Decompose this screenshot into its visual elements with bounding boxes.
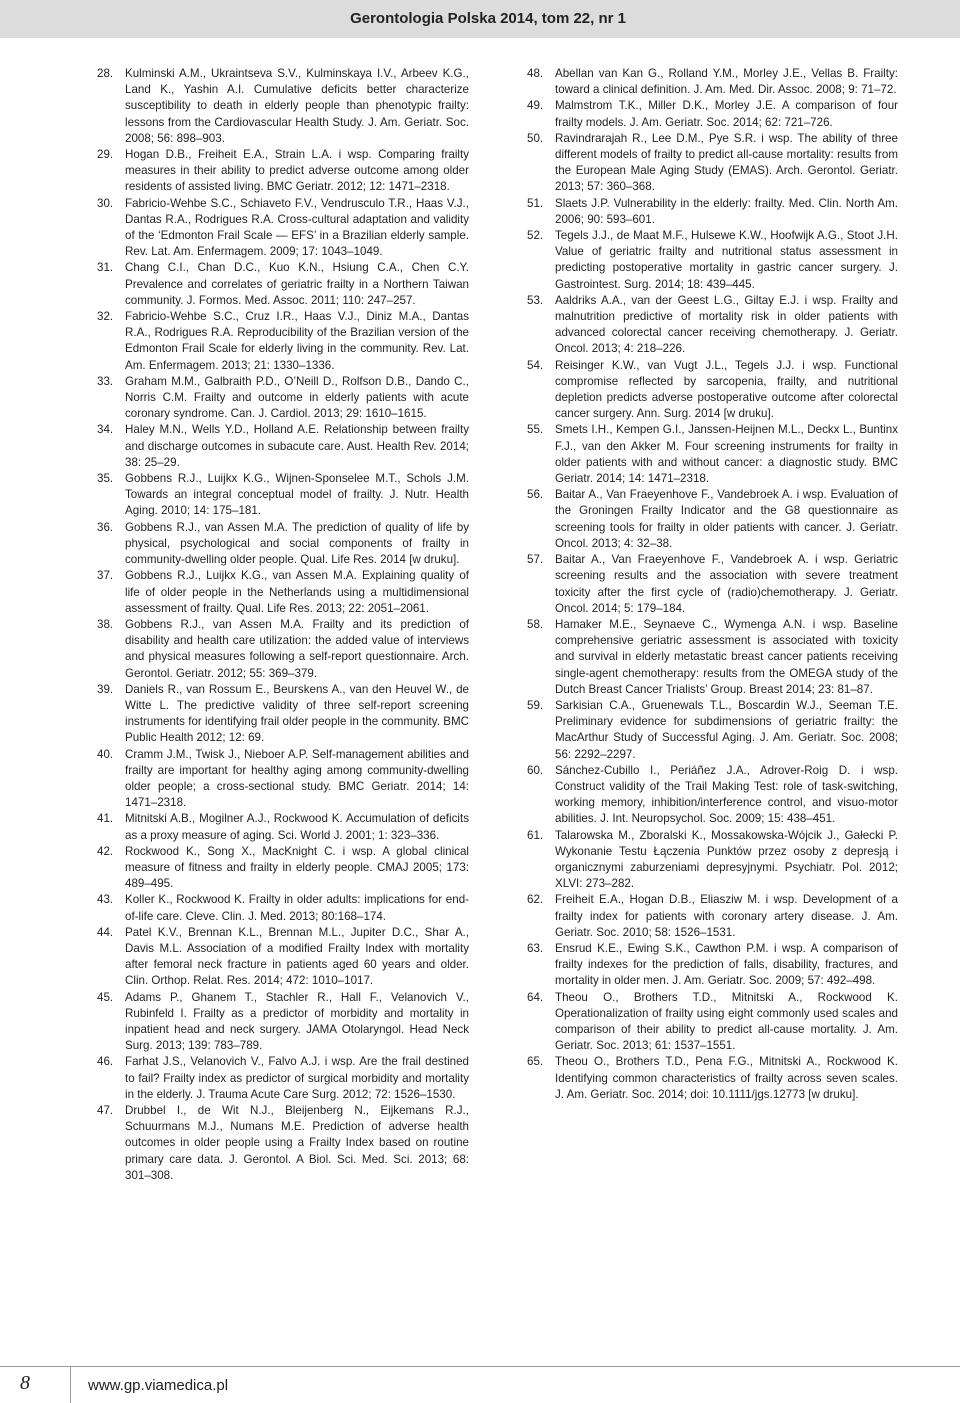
reference-number: 65.: [527, 1055, 544, 1069]
reference-text: Hamaker M.E., Seynaeve C., Wymenga A.N. i wsp. Baseline comprehensive geriatric assessment is associated with toxicity and survival in elderly metastatic breast cancer patients receiving single-agent chemotherapy: results from the OMEGA study of the Dutch Breast Cancer Trialists’ Group. Breast 2014; 23: 81–87.: [555, 617, 898, 696]
page-number: 8: [20, 1372, 30, 1394]
reference-number: 58.: [527, 617, 544, 631]
reference-item: [97, 260, 469, 309]
reference-text: Graham M.M., Galbraith P.D., O’Neill D., Rolfson D.B., Dando C., Norris C.M. Frailty and outcome in elderly patients with acute coronary syndrome. Can. J. Cardiol. 2013; 29: 1610–1615.: [125, 374, 469, 421]
reference-number: 33.: [97, 374, 114, 388]
reference-number: 61.: [527, 828, 544, 842]
reference-number: 39.: [97, 682, 114, 696]
reference-item: [97, 747, 469, 812]
reference-item: [527, 763, 898, 828]
reference-number: 57.: [527, 553, 544, 567]
reference-text: Sarkisian C.A., Gruenewals T.L., Boscardin W.J., Seeman T.E. Preliminary evidence for subdimensions of geriatric frailty: the MacArthur Study of Successful Aging. J. Am. Geriatr. Soc. 2008; 56: 2292–2297.: [555, 698, 898, 761]
reference-item: [527, 552, 898, 617]
reference-text: Gobbens R.J., Luijkx K.G., Wijnen-Sponselee M.T., Schols J.M. Towards an integral conceptual model of frailty. J. Nutr. Health Aging. 2010; 14: 175–181.: [125, 472, 469, 518]
reference-text: Adams P., Ghanem T., Stachler R., Hall F., Velanovich V., Rubinfeld I. Frailty as a predictor of morbidity and mortality in inpatient head and neck surgery. JAMA Otolaryngol. Head Neck Surg. 2013; 139: 783–789.: [125, 990, 469, 1053]
references-right-column: [527, 66, 898, 1103]
reference-text: Haley M.N., Wells Y.D., Holland A.E. Relationship between frailty and discharge outcomes in subacute care. Aust. Health Rev. 2014; 38: 25–29.: [125, 423, 469, 469]
reference-number: 44.: [97, 925, 114, 939]
reference-item: [527, 66, 898, 98]
reference-number: 31.: [97, 261, 114, 275]
reference-item: [527, 487, 898, 552]
reference-text: Fabricio-Wehbe S.C., Schiaveto F.V., Vendrusculo T.R., Haas V.J., Dantas R.A., Rodrigues R.A. Cross-cultural adaptation and validity of the ‘Edmonton Frail Scale — EFS’ in a Brazilian elderly sample. Rev. Lat. Am. Enfermagem. 2009; 17: 1043–1049.: [125, 196, 469, 259]
reference-text: Aaldriks A.A., van der Geest L.G., Giltay E.J. i wsp. Frailty and malnutrition predictive of mortality risk in older patients with advanced colorectal cancer receiving chemotherapy. J. Geriatr. Oncol. 2013; 4: 218–226.: [555, 293, 898, 356]
reference-item: [527, 941, 898, 990]
reference-item: [527, 358, 898, 423]
reference-text: Theou O., Brothers T.D., Mitnitski A., Rockwood K. Operationalization of frailty using eight commonly used scales and comparison of their ability to predict all-cause mortality. J. Am. Geriatr. Soc. 2013; 61: 1537–1551.: [555, 990, 898, 1053]
reference-item: [97, 682, 469, 747]
reference-text: Patel K.V., Brennan K.L., Brennan M.L., Jupiter D.C., Shar A., Davis M.L. Association of a modified Frailty Index with mortality after femoral neck fracture in patients aged 60 years and older. Clin. Orthop. Relat. Res. 2014; 472: 1010–1017.: [125, 925, 469, 988]
references-left-column: [97, 66, 469, 1184]
reference-number: 59.: [527, 698, 544, 712]
reference-text: Theou O., Brothers T.D., Pena F.G., Mitnitski A., Rockwood K. Identifying common characteristics of frailty across seven scales. J. Am. Geriatr. Soc. 2014; doi: 10.1111/jgs.12773 [w druku].: [555, 1055, 898, 1101]
reference-number: 55.: [527, 423, 544, 437]
reference-text: Farhat J.S., Velanovich V., Falvo A.J. i wsp. Are the frail destined to fail? Frailty index as predictor of surgical morbidity and mortality in the elderly. J. Trauma Acute Care Surg. 2012; 72: 1526–1530.: [125, 1055, 469, 1101]
reference-text: Baitar A., Van Fraeyenhove F., Vandebroek A. i wsp. Evaluation of the Groningen Frailty Indicator and the G8 questionnaire as screening tools for frailty in older patients with cancer. J. Geriatr. Oncol. 2013; 4: 32–38.: [555, 488, 898, 550]
reference-number: 37.: [97, 569, 114, 583]
reference-item: [97, 66, 469, 147]
reference-text: Kulminski A.M., Ukraintseva S.V., Kulminskaya I.V., Arbeev K.G., Land K., Yashin A.I. Cumulative deficits better characterize susceptibility to death in elderly people than phenotypic frailty: lessons from the Cardiovascular Health Study. J. Am. Geriatr. Soc. 2008; 56: 898–903.: [125, 67, 469, 145]
reference-number: 54.: [527, 358, 544, 372]
reference-item: [527, 990, 898, 1055]
page-number-box: [0, 1367, 71, 1403]
reference-text: Fabricio-Wehbe S.C., Cruz I.R., Haas V.J., Diniz M.A., Dantas R.A., Rodrigues R.A. Reproducibility of the Brazilian version of the Edmonton Frail Scale for elderly living in the community. Rev. Lat. Am. Enfermagem. 2013; 21: 1330–1336.: [125, 310, 469, 372]
reference-text: Hogan D.B., Freiheit E.A., Strain L.A. i wsp. Comparing frailty measures in their ability to predict adverse outcome among older residents of assisted living. BMC Geriatr. 2012; 12: 1471–2318.: [125, 148, 469, 194]
reference-number: 42.: [97, 844, 114, 858]
reference-item: [97, 617, 469, 682]
reference-item: [527, 698, 898, 763]
reference-item: [527, 892, 898, 941]
website-url[interactable]: www.gp.viamedica.pl: [88, 1377, 229, 1394]
reference-item: [97, 1103, 469, 1184]
reference-number: 40.: [97, 747, 114, 761]
reference-text: Reisinger K.W., van Vugt J.L., Tegels J.J. i wsp. Functional compromise reflected by sarcopenia, frailty, and nutritional depletion predicts adverse postoperative outcome after colorectal cancer surgery. Ann. Surg. 2014 [w druku].: [555, 358, 898, 421]
reference-number: 30.: [97, 196, 114, 210]
reference-number: 49.: [527, 99, 544, 113]
reference-item: [97, 309, 469, 374]
reference-text: Malmstrom T.K., Miller D.K., Morley J.E. A comparison of four frailty models. J. Am. Geriatr. Soc. 2014; 62: 721–726.: [555, 99, 898, 129]
reference-text: Chang C.I., Chan D.C., Kuo K.N., Hsiung C.A., Chen C.Y. Prevalence and correlates of geriatric frailty in a Northern Taiwan community. J. Formos. Med. Assoc. 2011; 110: 247–257.: [125, 261, 469, 307]
reference-item: [97, 422, 469, 471]
reference-item: [97, 520, 469, 569]
reference-number: 56.: [527, 488, 544, 502]
reference-item: [97, 892, 469, 924]
reference-number: 62.: [527, 893, 544, 907]
reference-text: Gobbens R.J., van Assen M.A. Frailty and its prediction of disability and health care utilization: the added value of interviews and physical measures following a self-report questionnaire. Arch. Gerontol. Geriatr. 2012; 55: 369–379.: [125, 617, 469, 680]
reference-text: Koller K., Rockwood K. Frailty in older adults: implications for end-of-life care. Cleve. Clin. J. Med. 2013; 80:168–174.: [125, 893, 469, 923]
reference-item: [97, 990, 469, 1055]
reference-item: [527, 617, 898, 698]
reference-item: [527, 131, 898, 196]
reference-text: Smets I.H., Kempen G.I., Janssen-Heijnen M.L., Deckx L., Buntinx F.J., van den Akker M. Four screening instruments for frailty in older patients with and without cancer: a diagnostic study. BMC Geriatr. 2014; 14: 1471–2318.: [555, 423, 898, 486]
reference-text: Talarowska M., Zboralski K., Mossakowska-Wójcik J., Gałecki P. Wykonanie Testu Łączenia Punktów przez osoby z depresją i organicznymi zaburzeniami depresyjnymi. Psychiatr. Pol. 2012; XLVI: 273–282.: [555, 828, 898, 891]
reference-text: Tegels J.J., de Maat M.F., Hulsewe K.W., Hoofwijk A.G., Stoot J.H. Value of geriatric frailty and nutritional status assessment in predicting postoperative mortality in gastric cancer surgery. J. Gastrointest. Surg. 2014; 18: 439–445.: [555, 229, 898, 291]
reference-item: [97, 844, 469, 893]
reference-item: [527, 98, 898, 130]
reference-text: Cramm J.M., Twisk J., Nieboer A.P. Self-management abilities and frailty are important for healthy aging among community-dwelling older people; a cross-sectional study. BMC Geriatr. 2014; 14: 1471–2318.: [125, 747, 469, 810]
reference-number: 60.: [527, 763, 544, 777]
reference-text: Rockwood K., Song X., MacKnight C. i wsp. A global clinical measure of fitness and frailty in elderly people. CMAJ 2005; 173: 489–495.: [125, 844, 469, 891]
reference-number: 28.: [97, 67, 114, 80]
reference-item: [527, 828, 898, 893]
reference-number: 53.: [527, 293, 544, 307]
reference-number: 32.: [97, 310, 114, 324]
reference-number: 48.: [527, 67, 544, 80]
reference-text: Gobbens R.J., van Assen M.A. The prediction of quality of life by physical, psychological and social components of frailty in community-dwelling older people. Qual. Life Res. 2014 [w druku].: [125, 520, 469, 567]
reference-number: 51.: [527, 196, 544, 210]
reference-item: [97, 147, 469, 196]
reference-number: 64.: [527, 990, 544, 1004]
reference-item: [97, 811, 469, 843]
reference-item: [527, 228, 898, 293]
reference-number: 36.: [97, 520, 114, 534]
reference-number: 29.: [97, 148, 114, 162]
reference-number: 63.: [527, 941, 544, 955]
reference-number: 50.: [527, 131, 544, 145]
reference-text: Abellan van Kan G., Rolland Y.M., Morley J.E., Vellas B. Frailty: toward a clinical definition. J. Am. Med. Dir. Assoc. 2008; 9: 71–72.: [555, 67, 898, 97]
reference-text: Sánchez-Cubillo I., Periáñez J.A., Adrover-Roig D. i wsp. Construct validity of the Trail Making Test: role of task-switching, working memory, inhibition/interference control, and visuo-motor abilities. J. Int. Neuropsychol. Soc. 2009; 15: 438–451.: [555, 763, 898, 826]
reference-item: [527, 196, 898, 228]
reference-text: Drubbel I., de Wit N.J., Bleijenberg N., Eijkemans R.J., Schuurmans M.J., Numans M.E. Prediction of adverse health outcomes in older people using a Frailty Index based on routine primary care data. J. Gerontol. A Biol. Sci. Med. Sci. 2013; 68: 301–308.: [125, 1104, 469, 1182]
journal-title: Gerontologia Polska 2014, tom 22, nr 1: [350, 10, 626, 27]
reference-text: Ensrud K.E., Ewing S.K., Cawthon P.M. i wsp. A comparison of frailty indexes for the prediction of falls, disability, fractures, and mortality in older men. J. Am. Geriatr. Soc. 2009; 57: 492–498.: [555, 941, 898, 988]
reference-number: 43.: [97, 893, 114, 907]
reference-item: [97, 196, 469, 261]
reference-text: Daniels R., van Rossum E., Beurskens A., van den Heuvel W., de Witte L. The predictive validity of three self-report screening instruments for identifying frail older people in the community. BMC Public Health 2012; 12: 69.: [125, 682, 469, 745]
reference-number: 47.: [97, 1104, 114, 1117]
reference-number: 35.: [97, 472, 114, 486]
reference-item: [97, 374, 469, 423]
reference-number: 41.: [97, 812, 114, 826]
running-header: [0, 0, 960, 38]
reference-item: [527, 422, 898, 487]
reference-number: 45.: [97, 990, 114, 1004]
reference-text: Freiheit E.A., Hogan D.B., Eliasziw M. i wsp. Development of a frailty index for patients with coronary artery disease. J. Am. Geriatr. Soc. 2010; 58: 1526–1531.: [555, 893, 898, 939]
reference-item: [97, 925, 469, 990]
reference-item: [97, 471, 469, 520]
reference-number: 38.: [97, 617, 114, 631]
reference-item: [527, 293, 898, 358]
reference-text: Slaets J.P. Vulnerability in the elderly: frailty. Med. Clin. North Am. 2006; 90: 593–601.: [555, 196, 898, 226]
reference-text: Mitnitski A.B., Mogilner A.J., Rockwood K. Accumulation of deficits as a proxy measure of aging. Sci. World J. 2001; 1: 323–336.: [125, 812, 469, 842]
reference-number: 52.: [527, 229, 544, 243]
reference-item: [527, 1054, 898, 1103]
reference-text: Gobbens R.J., Luijkx K.G., van Assen M.A. Explaining quality of life of older people in the Netherlands using a multidimensional assessment of frailty. Qual. Life Res. 2013; 22: 2051–2061.: [125, 569, 469, 615]
reference-text: Baitar A., Van Fraeyenhove F., Vandebroek A. i wsp. Geriatric screening results and the association with severe treatment toxicity after the first cycle of (radio)chemotherapy. J. Geriatr. Oncol. 2014; 5: 179–184.: [555, 553, 898, 615]
footer-rule: [0, 1366, 960, 1367]
reference-text: Ravindrarajah R., Lee D.M., Pye S.R. i wsp. The ability of three different models of frailty to predict all-cause mortality: results from the European Male Aging Study (EMAS). Arch. Gerontol. Geriatr. 2013; 57: 360–368.: [555, 131, 898, 194]
reference-item: [97, 568, 469, 617]
reference-number: 46.: [97, 1055, 114, 1069]
reference-item: [97, 1054, 469, 1103]
reference-number: 34.: [97, 423, 114, 437]
